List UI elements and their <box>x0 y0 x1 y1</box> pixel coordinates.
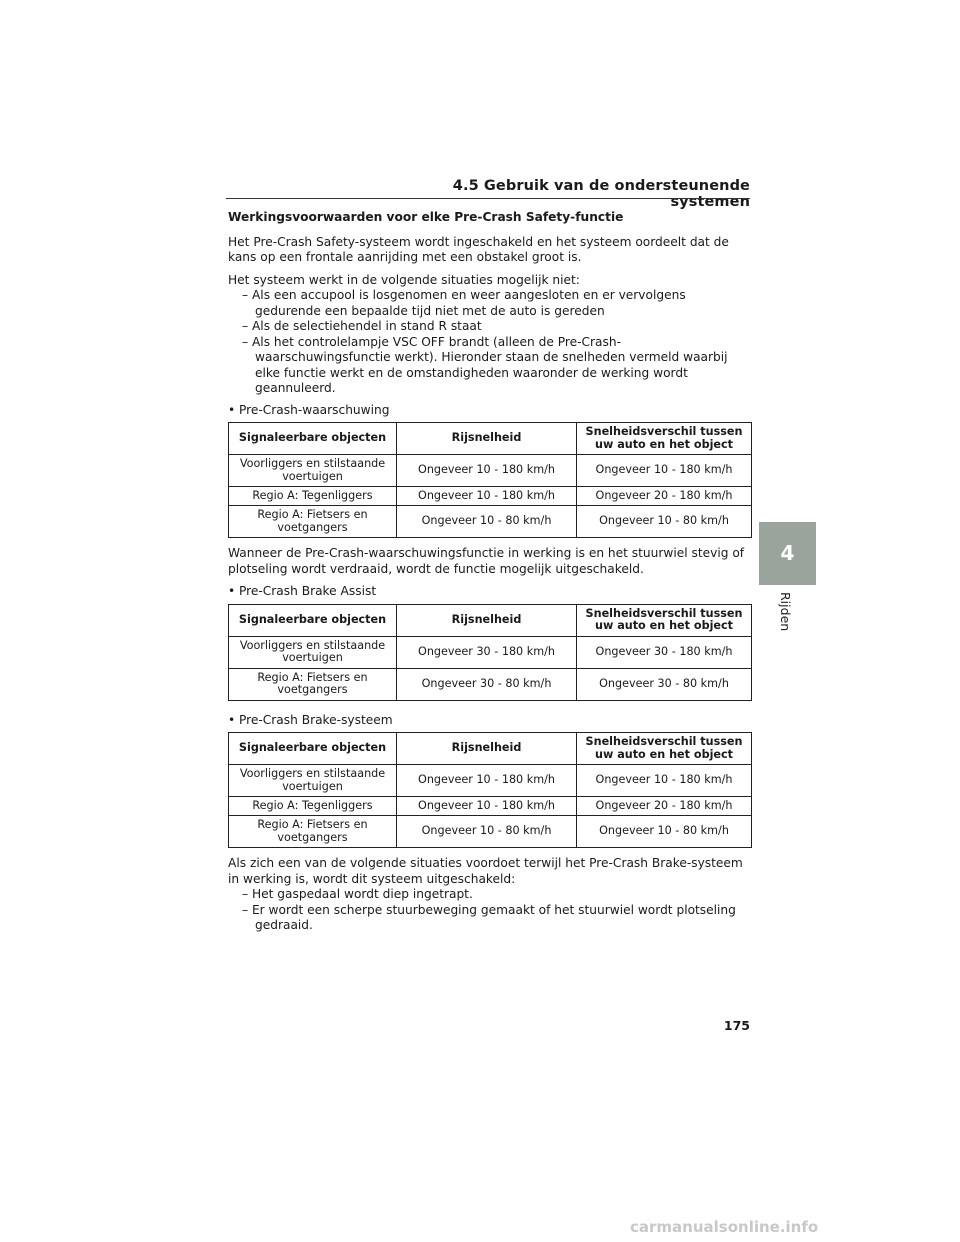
table-header-row <box>229 733 752 765</box>
table-cell: Ongeveer 30 - 180 km/h <box>577 636 752 668</box>
header-speed-difference: Snelheidsverschil tussen uw auto en het object <box>577 423 752 455</box>
table-row <box>229 816 752 848</box>
header-objects: Signaleerbare objecten <box>229 604 397 636</box>
table-cell: Regio A: Tegenliggers <box>229 797 397 816</box>
bullet-brake-assist: • Pre-Crash Brake Assist <box>228 584 752 600</box>
table-row <box>229 765 752 797</box>
chapter-label: Rijden <box>778 592 793 632</box>
cancel-conditions-list <box>228 887 752 934</box>
list-item: – Het gaspedaal wordt diep ingetrapt. <box>228 887 752 903</box>
bullet-brake-system: • Pre-Crash Brake-systeem <box>228 713 752 729</box>
warning-note: Wanneer de Pre-Crash-waarschuwingsfunctie in werking is en het stuurwiel stevig of plotseling wordt verdraaid, wordt de functie mogelijk uitgeschakeld. <box>228 546 745 576</box>
table-cell: Ongeveer 10 - 180 km/h <box>577 455 752 487</box>
table-cell: Ongeveer 10 - 180 km/h <box>577 765 752 797</box>
table-row <box>229 506 752 538</box>
watermark: carmanualsonline.info <box>630 1218 819 1236</box>
table-cell: Ongeveer 10 - 80 km/h <box>577 506 752 538</box>
table-cell: Ongeveer 10 - 80 km/h <box>577 816 752 848</box>
table-cell: Ongeveer 10 - 80 km/h <box>397 816 577 848</box>
header-objects: Signaleerbare objecten <box>229 733 397 765</box>
table-row <box>229 636 752 668</box>
conditions-list <box>228 288 752 397</box>
table-row <box>229 455 752 487</box>
table-cell: Ongeveer 10 - 180 km/h <box>397 797 577 816</box>
chapter-tab: 4 <box>759 522 816 585</box>
conditions-intro: Het systeem werkt in de volgende situaties mogelijk niet: <box>228 272 580 287</box>
header-speed: Rijsnelheid <box>397 604 577 636</box>
table-cell: Ongeveer 10 - 180 km/h <box>397 487 577 506</box>
header-divider <box>226 198 750 199</box>
table-cell: Regio A: Tegenliggers <box>229 487 397 506</box>
table-cell: Regio A: Fietsers en voetgangers <box>229 668 397 700</box>
list-item: – Als een accupool is losgenomen en weer aangesloten en er vervolgens gedurende een bepaalde tijd niet met de auto is gereden <box>228 288 752 319</box>
header-objects: Signaleerbare objecten <box>229 423 397 455</box>
section-heading: Werkingsvoorwaarden voor elke Pre-Crash Safety-functie <box>228 210 624 224</box>
table-brake-assist <box>228 604 752 701</box>
header-speed-difference: Snelheidsverschil tussen uw auto en het object <box>577 733 752 765</box>
table-cell: Ongeveer 10 - 180 km/h <box>397 455 577 487</box>
table-brake-system <box>228 732 752 848</box>
table-cell: Voorliggers en stilstaande voertuigen <box>229 455 397 487</box>
table-cell: Ongeveer 30 - 80 km/h <box>397 668 577 700</box>
table-row <box>229 487 752 506</box>
list-item: – Als het controlelampje VSC OFF brandt (alleen de Pre-Crash-waarschuwingsfunctie werkt). Hieronder staan de snelheden vermeld waarbij elke functie werkt en de omstandigheden waaronder de werking wordt geannuleerd. <box>228 335 752 397</box>
section-title: 4.5 Gebruik van de ondersteunende systemen <box>452 178 750 210</box>
table-cell: Ongeveer 20 - 180 km/h <box>577 797 752 816</box>
table-row <box>229 668 752 700</box>
cancel-intro: Als zich een van de volgende situaties voordoet terwijl het Pre-Crash Brake-systeem in werking is, wordt dit systeem uitgeschakeld: <box>228 856 743 886</box>
table-header-row <box>229 423 752 455</box>
bullet-pre-crash-warning: • Pre-Crash-waarschuwing <box>228 403 752 419</box>
table-cell: Ongeveer 30 - 180 km/h <box>397 636 577 668</box>
intro-paragraph: Het Pre-Crash Safety-systeem wordt ingeschakeld en het systeem oordeelt dat de kans op een frontale aanrijding met een obstakel groot is. <box>228 234 729 264</box>
table-cell: Regio A: Fietsers en voetgangers <box>229 506 397 538</box>
table-cell: Voorliggers en stilstaande voertuigen <box>229 636 397 668</box>
table-cell: Ongeveer 10 - 80 km/h <box>397 506 577 538</box>
table-cell: Regio A: Fietsers en voetgangers <box>229 816 397 848</box>
header-speed: Rijsnelheid <box>397 733 577 765</box>
table-cell: Ongeveer 30 - 80 km/h <box>577 668 752 700</box>
table-cell: Ongeveer 20 - 180 km/h <box>577 487 752 506</box>
table-cell: Voorliggers en stilstaande voertuigen <box>229 765 397 797</box>
header-speed-difference: Snelheidsverschil tussen uw auto en het object <box>577 604 752 636</box>
table-pre-crash-warning <box>228 422 752 538</box>
table-row <box>229 797 752 816</box>
header-speed: Rijsnelheid <box>397 423 577 455</box>
table-cell: Ongeveer 10 - 180 km/h <box>397 765 577 797</box>
page-number: 175 <box>723 1018 750 1033</box>
list-item: – Er wordt een scherpe stuurbeweging gemaakt of het stuurwiel wordt plotseling gedraaid. <box>228 903 752 934</box>
table-header-row <box>229 604 752 636</box>
list-item: – Als de selectiehendel in stand R staat <box>228 319 752 335</box>
page-content <box>228 210 752 940</box>
